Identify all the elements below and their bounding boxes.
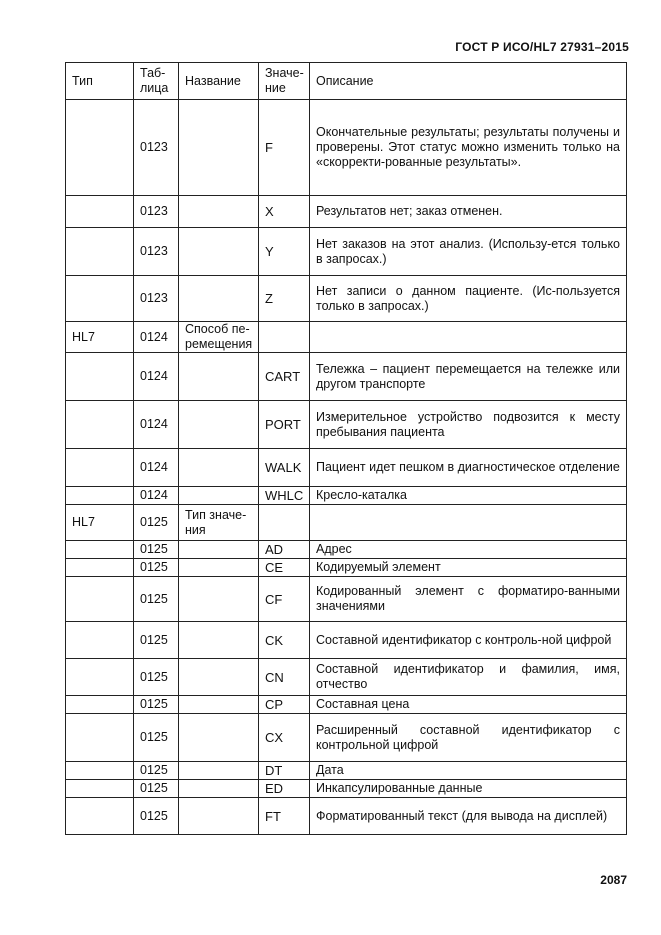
cell-name: [179, 100, 259, 196]
table-row: [66, 228, 627, 276]
cell-type: [66, 780, 134, 798]
table-row: [66, 696, 627, 714]
cell-type: [66, 487, 134, 505]
cell-description: Составной идентификатор с контроль-ной цифрой: [310, 622, 627, 659]
cell-value: [259, 322, 310, 353]
table-row: [66, 100, 627, 196]
cell-value: CX: [259, 714, 310, 762]
cell-name: [179, 449, 259, 487]
cell-description: Расширенный составной идентификатор с контрольной цифрой: [310, 714, 627, 762]
cell-value: CP: [259, 696, 310, 714]
cell-description: Измерительное устройство подвозится к месту пребывания пациента: [310, 401, 627, 449]
table-row: [66, 487, 627, 505]
cell-description: Пациент идет пешком в диагностическое отделение: [310, 449, 627, 487]
cell-type: [66, 276, 134, 322]
cell-name: [179, 762, 259, 780]
cell-type: [66, 228, 134, 276]
cell-table: 0125: [134, 762, 179, 780]
cell-name: [179, 559, 259, 577]
cell-value: DT: [259, 762, 310, 780]
cell-value: [259, 505, 310, 541]
cell-type: [66, 714, 134, 762]
table-row: [66, 322, 627, 353]
cell-name: Тип значе-ния: [179, 505, 259, 541]
cell-table: 0124: [134, 322, 179, 353]
header-value: [259, 63, 310, 100]
cell-name: [179, 228, 259, 276]
cell-value: Y: [259, 228, 310, 276]
cell-name: Способ пе-ремещения: [179, 322, 259, 353]
cell-table: 0124: [134, 449, 179, 487]
cell-name: [179, 487, 259, 505]
cell-value: PORT: [259, 401, 310, 449]
cell-description: Дата: [310, 762, 627, 780]
cell-description: Кресло-каталка: [310, 487, 627, 505]
cell-name: [179, 353, 259, 401]
cell-value: WALK: [259, 449, 310, 487]
cell-description: Адрес: [310, 541, 627, 559]
cell-type: HL7: [66, 322, 134, 353]
code-table: [65, 62, 627, 835]
cell-type: [66, 449, 134, 487]
cell-type: [66, 353, 134, 401]
table-row: [66, 541, 627, 559]
table-row: [66, 622, 627, 659]
cell-type: HL7: [66, 505, 134, 541]
cell-description: Результатов нет; заказ отменен.: [310, 196, 627, 228]
cell-description: Форматированный текст (для вывода на дисплей): [310, 798, 627, 835]
cell-description: Инкапсулированные данные: [310, 780, 627, 798]
cell-type: [66, 196, 134, 228]
table-row: [66, 659, 627, 696]
cell-value: FT: [259, 798, 310, 835]
cell-table: 0123: [134, 276, 179, 322]
cell-description: [310, 505, 627, 541]
cell-table: 0125: [134, 577, 179, 622]
cell-name: [179, 780, 259, 798]
cell-description: Кодируемый элемент: [310, 559, 627, 577]
table-row: [66, 762, 627, 780]
cell-table: 0124: [134, 353, 179, 401]
cell-value: F: [259, 100, 310, 196]
cell-description: Нет заказов на этот анализ. (Использу-ется только в запросах.): [310, 228, 627, 276]
page-number: 2087: [600, 873, 627, 887]
cell-value: WHLC: [259, 487, 310, 505]
table-row: [66, 401, 627, 449]
table-row: [66, 505, 627, 541]
cell-table: 0125: [134, 696, 179, 714]
table-row: [66, 714, 627, 762]
table-row: [66, 449, 627, 487]
cell-type: [66, 798, 134, 835]
cell-value: CE: [259, 559, 310, 577]
cell-type: [66, 577, 134, 622]
cell-name: [179, 622, 259, 659]
cell-type: [66, 401, 134, 449]
cell-value: ED: [259, 780, 310, 798]
header-description: Описание: [310, 63, 627, 100]
table-header-row: [66, 63, 627, 100]
header-table: [134, 63, 179, 100]
header-value-label: Значе- ние: [265, 66, 304, 95]
cell-description: Тележка – пациент перемещается на тележке или другом транспорте: [310, 353, 627, 401]
cell-type: [66, 762, 134, 780]
cell-table: 0125: [134, 780, 179, 798]
table-row: [66, 353, 627, 401]
cell-description: Окончательные результаты; результаты получены и проверены. Этот статус можно изменить только на «скорректи-рованные результаты».: [310, 100, 627, 196]
cell-value: CART: [259, 353, 310, 401]
table-row: [66, 559, 627, 577]
cell-table: 0125: [134, 714, 179, 762]
header-name: Название: [179, 63, 259, 100]
cell-table: 0123: [134, 196, 179, 228]
cell-type: [66, 559, 134, 577]
table-body: [66, 100, 627, 835]
document-header: ГОСТ Р ИСО/HL7 27931–2015: [455, 40, 629, 54]
cell-type: [66, 541, 134, 559]
table-row: [66, 577, 627, 622]
cell-description: Кодированный элемент с форматиро-ванными значениями: [310, 577, 627, 622]
table-row: [66, 798, 627, 835]
cell-table: 0125: [134, 798, 179, 835]
cell-description: [310, 322, 627, 353]
cell-name: [179, 714, 259, 762]
cell-value: X: [259, 196, 310, 228]
cell-description: Нет записи о данном пациенте. (Ис-пользуется только в запросах.): [310, 276, 627, 322]
cell-table: 0124: [134, 487, 179, 505]
table-row: [66, 196, 627, 228]
cell-value: AD: [259, 541, 310, 559]
cell-name: [179, 541, 259, 559]
cell-value: CN: [259, 659, 310, 696]
cell-type: [66, 696, 134, 714]
cell-table: 0123: [134, 228, 179, 276]
cell-name: [179, 196, 259, 228]
cell-value: CK: [259, 622, 310, 659]
cell-table: 0123: [134, 100, 179, 196]
table-row: [66, 780, 627, 798]
cell-table: 0125: [134, 541, 179, 559]
cell-table: 0125: [134, 505, 179, 541]
cell-name: [179, 798, 259, 835]
table-row: [66, 276, 627, 322]
cell-type: [66, 659, 134, 696]
cell-table: 0125: [134, 659, 179, 696]
cell-table: 0124: [134, 401, 179, 449]
cell-description: Составной идентификатор и фамилия, имя, отчество: [310, 659, 627, 696]
cell-name: [179, 577, 259, 622]
cell-value: CF: [259, 577, 310, 622]
cell-value: Z: [259, 276, 310, 322]
cell-table: 0125: [134, 559, 179, 577]
header-type: Тип: [66, 63, 134, 100]
cell-description: Составная цена: [310, 696, 627, 714]
cell-table: 0125: [134, 622, 179, 659]
cell-name: [179, 659, 259, 696]
cell-name: [179, 401, 259, 449]
cell-name: [179, 696, 259, 714]
cell-type: [66, 100, 134, 196]
header-table-label: Таб- лица: [140, 66, 169, 95]
cell-name: [179, 276, 259, 322]
cell-type: [66, 622, 134, 659]
